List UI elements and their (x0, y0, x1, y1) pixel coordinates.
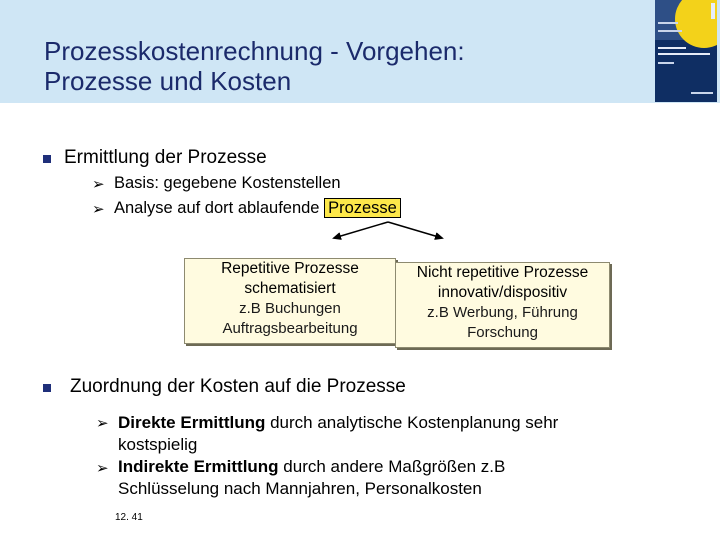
card-example: z.B Werbung, Führung (427, 304, 578, 321)
item-rest: durch analytische Kostenplanung sehr kostspielig (118, 413, 559, 454)
analyse-text: Analyse auf dort ablaufende (114, 199, 325, 217)
arrowhead-bullet-icon: ➢ (92, 201, 105, 218)
card-example-2: Forschung (467, 324, 538, 341)
section2-heading: Zuordnung der Kosten auf die Prozesse (70, 376, 406, 397)
highlighted-term: Prozesse (324, 198, 401, 218)
section1-item-basis: Basis: gegebene Kostenstellen (114, 174, 341, 192)
arrowhead-bullet-icon: ➢ (96, 460, 109, 477)
item-bold: Direkte Ermittlung (118, 413, 266, 432)
arrow-right (388, 222, 442, 238)
arrowhead-bullet-icon: ➢ (92, 176, 105, 193)
item-rest: durch andere Maßgrößen z.B Schlüsselung nach Mannjahren, Personalkosten (118, 457, 506, 498)
arrowhead-bullet-icon: ➢ (96, 415, 109, 432)
card-title: Repetitive Prozesse (221, 260, 359, 277)
card-example: z.B Buchungen (239, 300, 341, 317)
section2-item-direct (118, 412, 618, 456)
card-subtitle: schematisiert (244, 280, 336, 297)
card-title: Nicht repetitive Prozesse (416, 264, 589, 281)
card-example-2: Auftragsbearbeitung (222, 320, 358, 337)
card-non-repetitive (395, 262, 610, 348)
slide-title-line1: Prozesskostenrechnung - Vorgehen: (44, 36, 465, 66)
card-subtitle: innovativ/dispositiv (437, 284, 568, 301)
section2-item-indirect (118, 456, 558, 500)
item-bold: Indirekte Ermittlung (118, 457, 279, 476)
card-repetitive (184, 258, 396, 344)
square-bullet-icon (43, 384, 51, 392)
arrow-left (334, 222, 388, 238)
section1-heading: Ermittlung der Prozesse (64, 147, 267, 168)
slide-title-line2: Prozesse und Kosten (44, 66, 292, 96)
page-number: 12. 41 (115, 512, 143, 523)
